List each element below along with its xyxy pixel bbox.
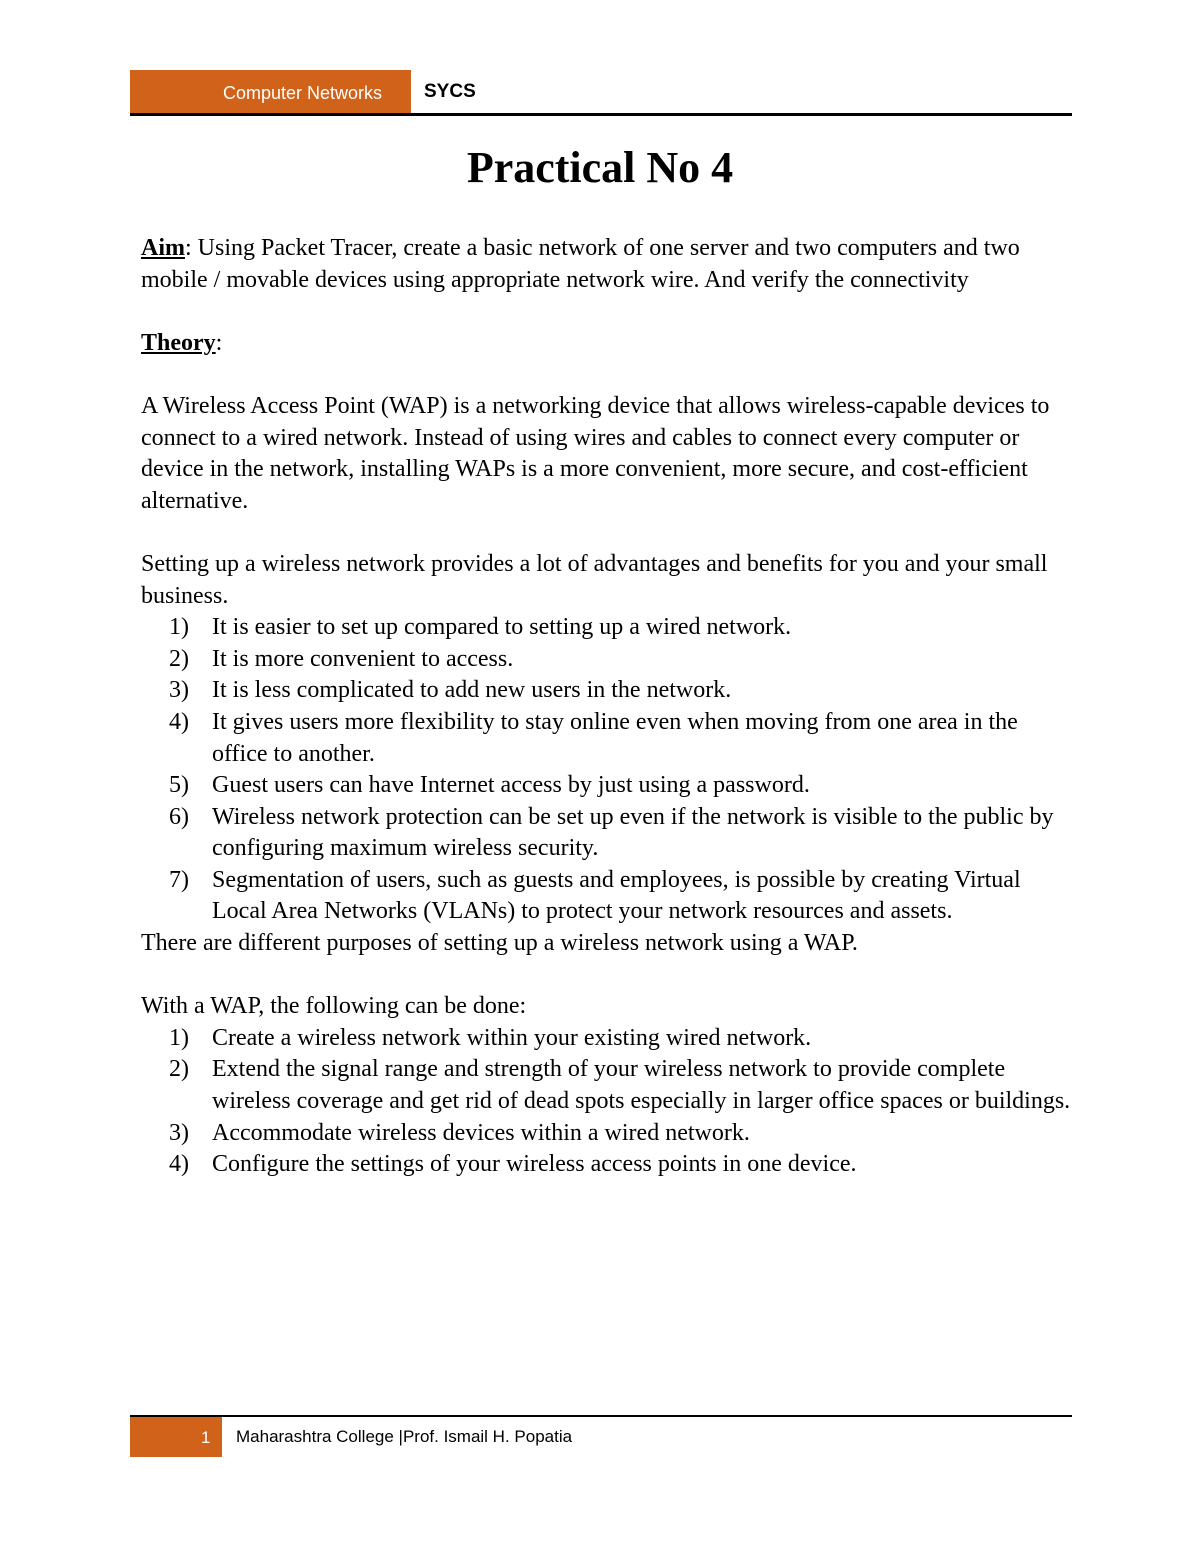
- list-item-text: Create a wireless network within your existing wired network.: [212, 1024, 812, 1051]
- list-item: [141, 707, 1076, 770]
- list-item-number: 1): [169, 614, 189, 641]
- list-item-text: Accommodate wireless devices within a wired network.: [212, 1119, 750, 1146]
- aim-label: Aim: [141, 235, 185, 261]
- aim-paragraph: [141, 233, 1076, 296]
- list-item-number: 4): [169, 1151, 189, 1178]
- theory-paragraph-4: With a WAP, the following can be done:: [141, 993, 527, 1020]
- theory-paragraph-1: A Wireless Access Point (WAP) is a networking device that allows wireless-capable devices to connect to a wired network. Instead of using wires and cables to connect every computer or device in the network, installing WAPs is a more convenient, more secure, and cost-efficient alternative.: [141, 392, 1050, 514]
- list-item: [141, 675, 1076, 707]
- list-item-number: 6): [169, 803, 189, 830]
- list-item: [141, 865, 1076, 928]
- list-item: [141, 1118, 1076, 1150]
- list-item: [141, 802, 1076, 865]
- list-item-number: 3): [169, 677, 189, 704]
- footer-credit: Maharashtra College |Prof. Ismail H. Popatia: [236, 1427, 573, 1446]
- footer-page-tab: [130, 1417, 222, 1457]
- header-subject: Computer Networks: [223, 83, 383, 103]
- list-item: [141, 644, 1076, 676]
- list-item-text: Guest users can have Internet access by just using a password.: [212, 772, 810, 799]
- theory-suffix: :: [215, 329, 223, 356]
- list-item-number: 2): [169, 1056, 189, 1083]
- list-item-text: Configure the settings of your wireless access points in one device.: [212, 1151, 857, 1178]
- page-title: Practical No 4: [466, 143, 734, 192]
- list-item-text: Wireless network protection can be set up even if the network is visible to the public by configuring maximum wireless security.: [212, 803, 1054, 862]
- list-item: [141, 1149, 1076, 1181]
- list-item-text: It is more convenient to access.: [212, 645, 514, 672]
- theory-label: Theory: [141, 329, 216, 356]
- list-item: [141, 770, 1076, 802]
- list-item-text: It gives users more flexibility to stay online even when moving from one area in the office to another.: [212, 708, 1018, 767]
- header-divider: [130, 113, 1072, 116]
- list-item-number: 2): [169, 645, 189, 672]
- document-body: [141, 233, 1076, 1181]
- aim-text: : Using Packet Tracer, create a basic network of one server and two computers and two mobile / movable devices using appropriate network wire. And verify the connectivity: [141, 235, 1020, 293]
- header-subject-tab: [130, 70, 411, 115]
- page-number: 1: [201, 1428, 211, 1447]
- footer-divider: [130, 1415, 1072, 1417]
- list-item-text: It is easier to set up compared to setting up a wired network.: [212, 614, 792, 641]
- list-item: [141, 1054, 1076, 1117]
- list-item-number: 5): [169, 772, 189, 799]
- list-item-number: 3): [169, 1119, 189, 1146]
- theory-paragraph-3: There are different purposes of setting up a wireless network using a WAP.: [141, 930, 858, 957]
- list-item-number: 7): [169, 866, 189, 893]
- list-item-text: It is less complicated to add new users in the network.: [212, 677, 732, 704]
- list-item-number: 1): [169, 1024, 189, 1051]
- theory-paragraph-2: Setting up a wireless network provides a lot of advantages and benefits for you and your small business.: [141, 550, 1048, 609]
- header-course: SYCS: [424, 81, 476, 102]
- list-item: [141, 612, 1076, 644]
- list-item-text: Extend the signal range and strength of your wireless network to provide complete wireless coverage and get rid of dead spots especially in larger office spaces or buildings.: [212, 1056, 1071, 1115]
- uses-list: [141, 1023, 1076, 1181]
- list-item: [141, 1023, 1076, 1055]
- list-item-number: 4): [169, 708, 189, 735]
- theory-heading: [141, 328, 1076, 360]
- list-item-text: Segmentation of users, such as guests and employees, is possible by creating Virtual Local Area Networks (VLANs) to protect your network resources and assets.: [212, 866, 1021, 925]
- advantages-list: [141, 612, 1076, 928]
